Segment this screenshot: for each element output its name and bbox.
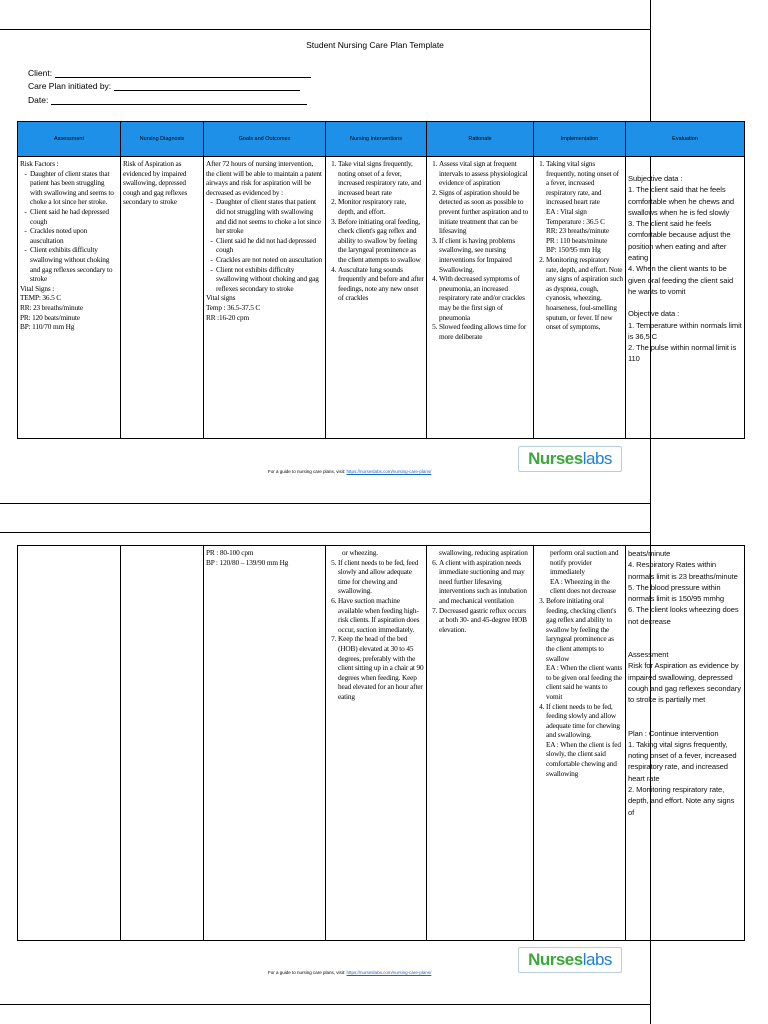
evaluation-line: 1. The client said that he feels comfortable when he chews and swallows when he is fed slowly bbox=[628, 185, 735, 217]
footer-prefix: For a guide to nursing care plans, visit: bbox=[268, 469, 347, 474]
implementation-item bbox=[546, 702, 623, 779]
interventions-cell bbox=[326, 546, 427, 941]
goal-item: - Client not exhibits difficulty swallowing without choking and gag reflexes secondary to stroke bbox=[216, 265, 323, 294]
intervention-item: 4. Auscultate lung sounds frequently and before and after feedings, note any new onset of crackles bbox=[338, 265, 424, 303]
goal-item: - Client said he did not had depressed cough bbox=[216, 236, 323, 255]
risk-item: - Client said he had depressed cough bbox=[30, 207, 118, 226]
implementation-ea: EA : Wheezing in the client does not decrease bbox=[550, 576, 616, 596]
footer-guide bbox=[268, 469, 431, 474]
implementation-cell bbox=[534, 157, 626, 439]
implementation-ea: EA : Vital sign bbox=[546, 206, 587, 216]
implementation-ea: PR : 110 beats/minute bbox=[546, 235, 608, 245]
rationale-item: 5. Slowed feeding allows time for more deliberate bbox=[439, 322, 531, 341]
diagnosis-cell bbox=[121, 546, 204, 941]
implementation-text: Taking vital signs frequently, noting onset of a fever, increased respiratory rate, and increased heart rate bbox=[546, 159, 619, 207]
vital-rr: RR: 23 breaths/minute bbox=[20, 302, 83, 312]
rationale-item: 6. A client with aspiration needs immediate suctioning and may need further lifesaving interventions such as intubation and mechanical ventilation bbox=[439, 558, 531, 606]
col-diagnosis: Nursing Diagnosis bbox=[121, 122, 204, 157]
col-goals: Goals and Outcomes bbox=[204, 122, 326, 157]
rationale-cell bbox=[427, 157, 534, 439]
rationale-item: 4. With decreased symptoms of pneumonia, an increased respiratory rate and/or crackles may be the first sign of pneumonia bbox=[439, 274, 531, 322]
document-title: Student Nursing Care Plan Template bbox=[306, 40, 444, 50]
col-assessment: Assessment bbox=[18, 122, 121, 157]
risk-item: - Client exhibits difficulty swallowing without choking and gag reflexes secondary to stroke bbox=[30, 245, 118, 283]
goals-vital: BP : 120/80 – 139/90 mm Hg bbox=[206, 557, 289, 567]
evaluation-line: 2. Monitoring respiratory rate, depth, and effort. Note any signs of bbox=[628, 785, 735, 817]
goals-vital: Temp : 36.5-37.5 C bbox=[206, 302, 261, 312]
goals-cell bbox=[204, 157, 326, 439]
evaluation-line: 3. The client said he feels comfortable because adjust the position when eating and after eating bbox=[628, 219, 731, 263]
intervention-item: 1. Take vital signs frequently, noting onset of a fever, increased respiratory rate, and increased heart rate bbox=[338, 159, 424, 197]
client-line bbox=[55, 68, 311, 78]
implementation-item bbox=[546, 596, 623, 702]
client-label: Client: bbox=[28, 68, 53, 78]
table-header-row bbox=[18, 122, 745, 157]
risk-item: - Daughter of client states that patient has been struggling with swallowing and seems to choke a lot since her stroke. bbox=[30, 169, 118, 207]
evaluation-line: 4. Respiratory Rates within normals limit is 23 breaths/minute bbox=[628, 560, 738, 581]
evaluation-line bbox=[628, 297, 742, 308]
col-rationale: Rationale bbox=[427, 122, 534, 157]
implementation-ea: RR: 23 breaths/minute bbox=[546, 226, 609, 236]
goal-item: - Crackles are not noted on auscultation bbox=[216, 255, 323, 265]
footer-guide bbox=[268, 970, 431, 975]
col-implementation: Implementation bbox=[534, 122, 626, 157]
table-row bbox=[18, 157, 745, 439]
footer-prefix: For a guide to nursing care plans, visit: bbox=[268, 970, 347, 975]
date-field bbox=[28, 95, 307, 105]
vital-bp: BP: 110/70 mm Hg bbox=[20, 322, 75, 332]
rationale-item: 1. Assess vital sign at frequent intervals to assess physiological evidence of aspiration bbox=[439, 159, 531, 188]
care-plan-table bbox=[17, 121, 745, 439]
evaluation-line: Subjective data : bbox=[628, 174, 683, 183]
col-evaluation: Evaluation bbox=[626, 122, 745, 157]
logo-part: labs bbox=[582, 449, 612, 468]
rationale-item: 2. Signs of aspiration should be detected as soon as possible to prevent further aspiration and to initiate treatment that can be lifesaving bbox=[439, 188, 531, 236]
implementation-ea: EA : When the client is fed slowly, the client said comfortable chewing and swallowing bbox=[546, 739, 621, 778]
intervention-item: 3. Before initiating oral feeding, check client's gag reflex and ability to swallow by feeling the laryngeal prominence as the client attempts to swallow bbox=[338, 217, 424, 265]
evaluation-line: Objective data : bbox=[628, 309, 680, 319]
evaluation-line: 5. The blood pressure within normals limit is 150/95 mmhg bbox=[628, 582, 724, 604]
rationale-cell bbox=[427, 546, 534, 941]
evaluation-line: 6. The client looks wheezing does not decrease bbox=[628, 605, 739, 626]
intervention-continued: or wheezing. bbox=[342, 548, 378, 557]
assessment-cell bbox=[18, 157, 121, 439]
footer-link[interactable]: https://nurseslabs.com/nursing-care-plans/ bbox=[346, 970, 432, 975]
date-line bbox=[51, 95, 307, 105]
intervention-item: 7. Keep the head of the bed (HOB) elevated at 30 to 45 degrees, preferably with the client sitting up in a chair at 90 degrees when feeding. Keep head elevated for an hour after eating bbox=[338, 634, 424, 701]
goals-vital: RR :16-20 cpm bbox=[206, 312, 250, 322]
logo-part: Nurses bbox=[528, 950, 583, 969]
rationale-item: 3. If client is having problems swallowing, see nursing interventions for Impaired Swallowing. bbox=[439, 236, 531, 274]
intervention-item: 6. Have suction machine available when feeding high-risk clients. If aspiration does occur, suction immediately. bbox=[338, 596, 424, 634]
logo-part: Nurses bbox=[528, 449, 583, 468]
implementation-item bbox=[546, 159, 623, 255]
page-divider bbox=[0, 1004, 650, 1005]
implementation-item bbox=[546, 255, 623, 332]
evaluation-line bbox=[628, 627, 742, 649]
evaluation-line: 1. Temperature within normals limit is 36,5 C bbox=[628, 320, 742, 341]
intervention-item: 5. If client needs to be fed, feed slowly and allow adequate time for chewing and swallowing. bbox=[338, 558, 424, 596]
diagnosis-text: Risk of Aspiration as evidenced by impaired swallowing, depressed cough and gag reflexes secondary to stroke bbox=[123, 159, 188, 207]
rationale-item: 7. Decreased gastric reflux occurs at both 30- and 45-degree HOB elevation. bbox=[439, 606, 531, 635]
page-divider bbox=[0, 532, 650, 533]
diagnosis-cell bbox=[121, 157, 204, 439]
page-divider bbox=[0, 29, 650, 30]
implementation-ea: BP: 150/95 mm Hg bbox=[546, 245, 601, 255]
client-field bbox=[28, 68, 311, 78]
assessment-cell bbox=[18, 546, 121, 941]
goals-vitals-heading: Vital signs bbox=[206, 293, 236, 303]
vital-temp: TEMP: 36.5 C bbox=[20, 293, 61, 303]
vital-signs-heading: Vital Signs : bbox=[20, 283, 55, 293]
implementation-text: If client needs to be fed, feeding slowly and allow adequate time for chewing and swallowing. bbox=[546, 701, 620, 740]
evaluation-line: Risk for Aspiration as evidence by impaired swallowing, depressed cough and gag reflexes secondary to stroke is partially met bbox=[628, 661, 741, 705]
goals-vital: PR : 80-100 cpm bbox=[206, 548, 254, 557]
table-row bbox=[18, 546, 745, 941]
evaluation-line: 4. When the client wants to be given oral feeding the client said he wants to vomit bbox=[628, 264, 734, 296]
care-plan-table-continued bbox=[17, 545, 745, 941]
interventions-cell bbox=[326, 157, 427, 439]
risk-factors-heading: Risk Factors : bbox=[20, 159, 59, 168]
implementation-ea: EA : When the client wants to be given oral feeding the client said he wants to vomit bbox=[546, 663, 623, 701]
vital-pr: PR: 120 beats/minute bbox=[20, 312, 80, 322]
evaluation-line: Assessment bbox=[628, 650, 669, 660]
implementation-text: Before initiating oral feeding, checking client's gag reflex and ability to swallow by feeling the laryngeal prominence as the client attempts to swallow bbox=[546, 595, 617, 663]
evaluation-cell bbox=[626, 157, 745, 439]
goal-item: - Daughter of client states that patient did not struggling with swallowing and did not seems to choke a lot since her stroke bbox=[216, 197, 323, 235]
risk-item: - Crackles noted upon auscultation bbox=[30, 226, 118, 245]
implementation-ea: Temperature : 36.5 C bbox=[546, 216, 605, 226]
logo-part: labs bbox=[582, 950, 612, 969]
goals-cell bbox=[204, 546, 326, 941]
evaluation-line: 2. The pulse within normal limit is 110 bbox=[628, 343, 737, 364]
rationale-continued: swallowing, reducing aspiration bbox=[439, 548, 528, 557]
evaluation-line bbox=[628, 706, 742, 728]
page-divider bbox=[0, 503, 650, 504]
implementation-text: Monitoring respiratory rate, depth, and effort. Note any signs of aspiration such as dyspnea, cough, cyanosis, wheezing, hoarseness, foul-smelling sputum, or fever. If new onset of symptoms, bbox=[546, 254, 623, 332]
initiated-by-line bbox=[114, 81, 300, 91]
nurseslabs-logo bbox=[518, 446, 622, 472]
evaluation-line: Plan : Continue intervention bbox=[628, 728, 719, 738]
nurseslabs-logo bbox=[518, 947, 622, 973]
intervention-item: 2. Monitor respiratory rate, depth, and effort. bbox=[338, 197, 424, 216]
implementation-cell bbox=[534, 546, 626, 941]
initiated-by-label: Care Plan initiated by: bbox=[28, 81, 112, 91]
date-label: Date: bbox=[28, 95, 49, 105]
col-interventions: Nursing Interventions bbox=[326, 122, 427, 157]
implementation-continued: perform oral suction and notify provider immediately bbox=[550, 548, 619, 577]
evaluation-line: beats/minute bbox=[628, 549, 671, 558]
evaluation-line: 1. Taking vital signs frequently, noting onset of a fever, increased respiratory rate, and increased heart rate bbox=[628, 739, 737, 783]
evaluation-cell bbox=[626, 546, 745, 941]
initiated-by-field bbox=[28, 81, 300, 91]
footer-link[interactable]: https://nurseslabs.com/nursing-care-plans/ bbox=[346, 469, 432, 474]
goals-intro: After 72 hours of nursing intervention, the client will be able to maintain a patent airways and risk for aspiration will be decreased as evidenced by : bbox=[206, 159, 322, 197]
